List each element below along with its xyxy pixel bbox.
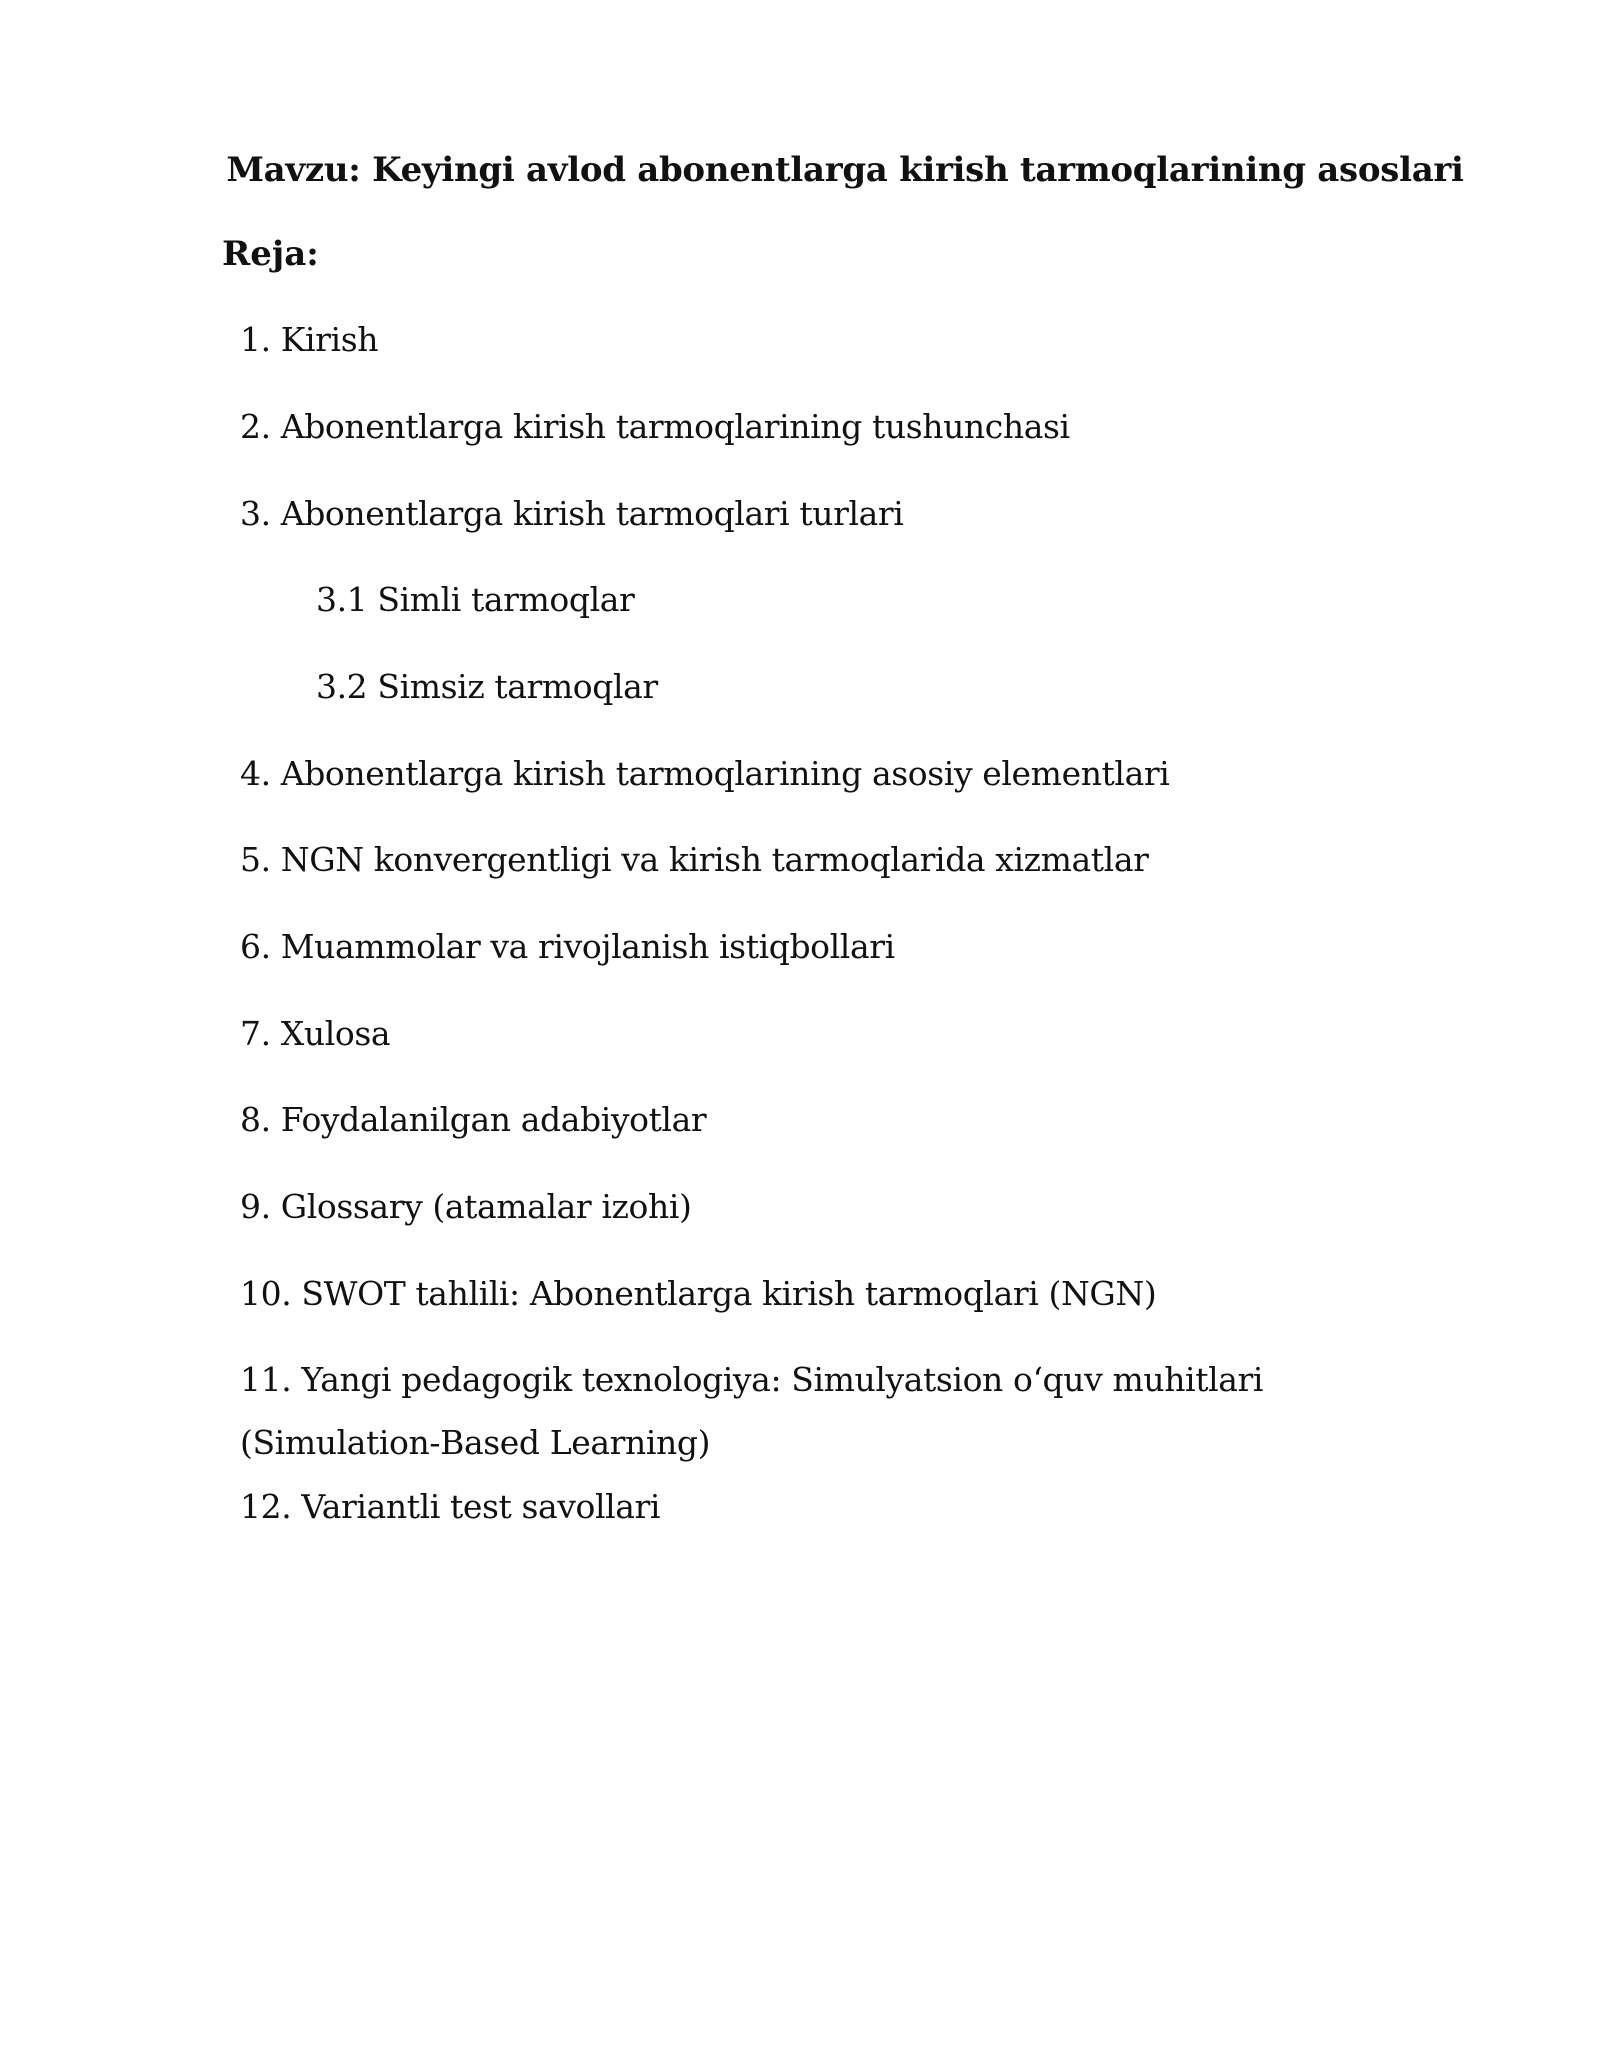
document-title: Mavzu: Keyingi avlod abonentlarga kirish tarmoqlarining asoslari bbox=[226, 150, 1464, 190]
plan-item-5: 5. NGN konvergentligi va kirish tarmoqlarida xizmatlar bbox=[240, 840, 1149, 879]
plan-item-6: 6. Muammolar va rivojlanish istiqbollari bbox=[240, 927, 895, 966]
plan-item-4: 4. Abonentlarga kirish tarmoqlarining asosiy elementlari bbox=[240, 754, 1170, 793]
plan-item-11: 11. Yangi pedagogik texnologiya: Simulyatsion o‘quv muhitlari (Simulation-Based Learning) bbox=[240, 1360, 1264, 1462]
plan-item-3: 3. Abonentlarga kirish tarmoqlari turlari bbox=[240, 494, 904, 533]
plan-item-1: 1. Kirish bbox=[240, 320, 379, 359]
plan-item-9: 9. Glossary (atamalar izohi) bbox=[240, 1187, 692, 1226]
plan-subitem-3-1: 3.1 Simli tarmoqlar bbox=[316, 580, 635, 619]
plan-item-10: 10. SWOT tahlili: Abonentlarga kirish tarmoqlari (NGN) bbox=[240, 1274, 1157, 1313]
plan-subitem-3-2: 3.2 Simsiz tarmoqlar bbox=[316, 667, 658, 706]
plan-item-7: 7. Xulosa bbox=[240, 1014, 391, 1053]
plan-heading: Reja: bbox=[222, 234, 319, 274]
plan-item-12: 12. Variantli test savollari bbox=[240, 1487, 661, 1526]
plan-item-2: 2. Abonentlarga kirish tarmoqlarining tushunchasi bbox=[240, 407, 1070, 446]
plan-item-8: 8. Foydalanilgan adabiyotlar bbox=[240, 1100, 707, 1139]
